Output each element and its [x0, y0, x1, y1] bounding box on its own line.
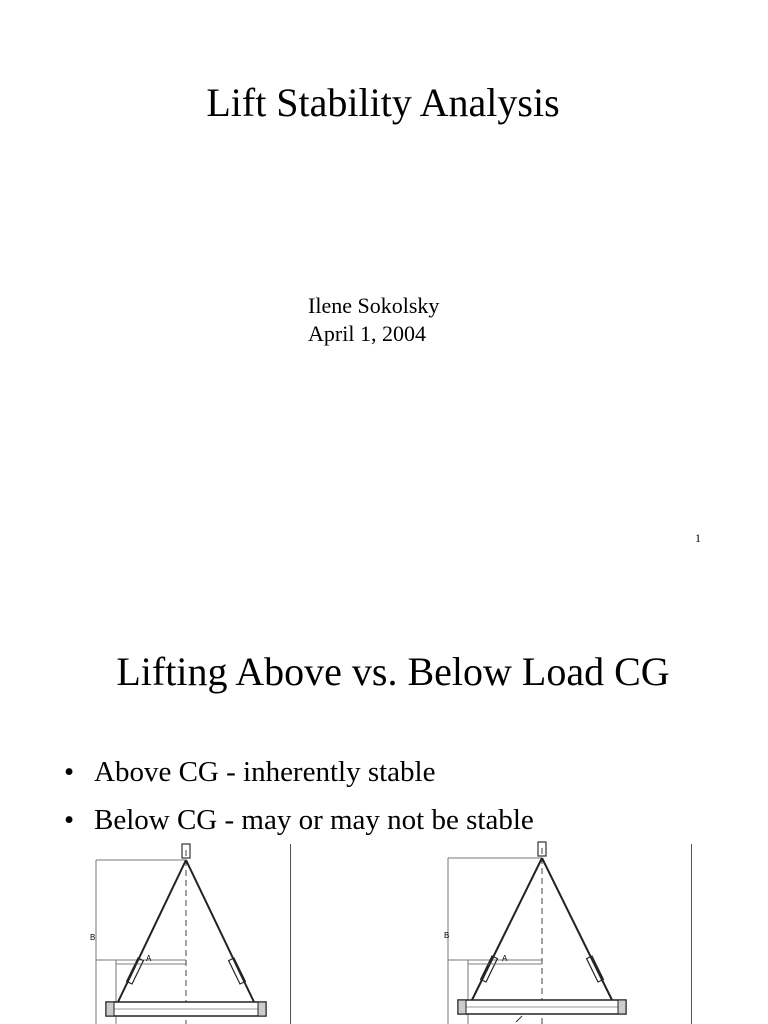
bullet-glyph: • — [64, 756, 75, 788]
bullet-item — [64, 748, 534, 796]
sling-diagram-svg — [436, 840, 656, 1024]
divider-line — [290, 844, 291, 1024]
page-number: 1 — [695, 531, 701, 545]
bullet-item — [64, 796, 534, 844]
bullet-glyph: • — [64, 804, 75, 836]
dimension-label-a: A — [146, 954, 152, 963]
author-name: Ilene Sokolsky — [308, 293, 440, 318]
divider-line — [691, 844, 692, 1024]
lift-diagram-above-cg — [86, 840, 286, 1024]
dimension-label-b: B — [444, 931, 450, 940]
bullet-text: Above CG - inherently stable — [94, 756, 436, 788]
sling-diagram-svg — [86, 840, 286, 1024]
author-block — [308, 292, 439, 348]
lift-diagram-below-cg — [436, 840, 656, 1024]
presentation-date: April 1, 2004 — [308, 321, 426, 346]
dimension-label-a: A — [502, 954, 508, 963]
slide-title: Lift Stability Analysis — [206, 80, 560, 125]
slide-2 — [0, 590, 768, 1024]
bullet-text: Below CG - may or may not be stable — [94, 804, 534, 836]
dimension-label-b: B — [90, 933, 96, 942]
slide-title: Lifting Above vs. Below Load CG — [116, 649, 670, 694]
bullet-list — [64, 748, 534, 844]
